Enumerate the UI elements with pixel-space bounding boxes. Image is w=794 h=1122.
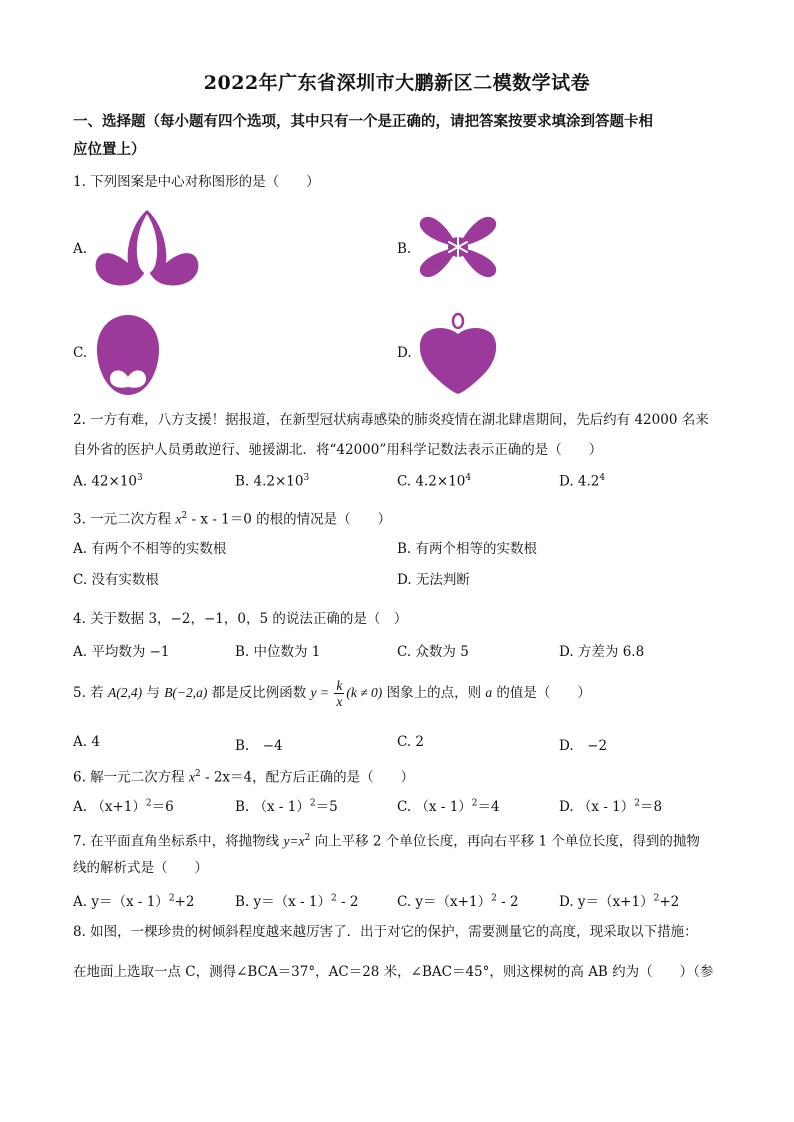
q6-option-a: A. $(x+1)^2=6$ bbox=[73, 798, 174, 815]
q6-stem: 6. 解一元二次方程 $x^2 - 2x=4$，配方后正确的是（ ） bbox=[73, 769, 415, 786]
q7-stem-line1: 7. 在平面直角坐标系中，将抛物线 $y=x^2$ 向上平移 2 个单位长度，再向右平移 1 个单位长度，得到的抛物 bbox=[73, 833, 700, 850]
q2-option-d: D. $4.2^4$ bbox=[559, 473, 606, 490]
q6-option-b: B. （x - 1）$^2$＝5 bbox=[235, 798, 338, 815]
q1-figure-a bbox=[93, 208, 203, 288]
q6-option-d: D. （x - 1）$^2$＝8 bbox=[559, 798, 663, 815]
q1-label-b: B. bbox=[397, 241, 412, 257]
q3-option-c: C. 没有实数根 bbox=[73, 572, 159, 588]
q1-figure-d bbox=[418, 312, 498, 396]
q5-option-b: B. −4 bbox=[235, 738, 283, 754]
q5-fraction: $\frac{k}{x}$ bbox=[336, 678, 343, 709]
q1-stem: 1. 下列图案是中心对称图形的是（ ） bbox=[73, 174, 320, 190]
q2-option-b: B. $4.2\times 10^3$ bbox=[235, 473, 310, 490]
q7-option-a: A. y＝（x - 1）$^2$+2 bbox=[73, 893, 195, 910]
q3-option-a: A. 有两个不相等的实数根 bbox=[73, 541, 227, 557]
q8-stem-line2: 在地面上选取一点 C，测得∠BCA＝37°，AC＝28 米，∠BAC＝45°，则这棵树的高 AB 约为（ ）（参 bbox=[73, 964, 714, 980]
q4-stem: 4. 关于数据 3，−2，−1，0，5 的说法正确的是（ ） bbox=[73, 611, 408, 627]
q4-option-c: C. 众数为 5 bbox=[397, 644, 469, 660]
q3-option-b: B. 有两个相等的实数根 bbox=[397, 541, 538, 557]
q8-stem-line1: 8. 如图，一棵珍贵的树倾斜程度越来越厉害了．出于对它的保护，需要测量它的高度，现采取以下措施： bbox=[73, 924, 698, 940]
q5-option-a: A. 4 bbox=[73, 734, 100, 750]
q7-option-d: D. $y=(x+1)^2+2$ bbox=[559, 893, 680, 910]
q7-option-c: C. $y=(x+1)^2 - 2$ bbox=[397, 893, 519, 910]
q1-figure-b bbox=[418, 211, 498, 283]
q2-stem-line2: 自外省的医护人员勇敢逆行、驰援湖北．将“42000”用科学记数法表示正确的是（ ） bbox=[73, 442, 603, 458]
q4-option-b: B. 中位数为 1 bbox=[235, 644, 321, 660]
q2-stem-line1: 2. 一方有难，八方支援！据报道，在新型冠状病毒感染的肺炎疫情在湖北肆虐期间，先后约有 42000 名来 bbox=[73, 412, 709, 428]
q3-stem: 3. 一元二次方程 $x^2 - x - 1=0$ 的根的情况是（ ） bbox=[73, 511, 392, 528]
q1-figure-c bbox=[94, 313, 162, 397]
q4-option-a: A. 平均数为 −1 bbox=[73, 644, 170, 660]
q6-option-c: C. （x - 1）$^2$＝4 bbox=[397, 798, 500, 815]
q3-option-d: D. 无法判断 bbox=[397, 572, 470, 588]
q5-option-d: D. −2 bbox=[559, 738, 608, 754]
q2-option-a: A. $42\times 10^3$ bbox=[73, 473, 143, 490]
exam-title: 2022年广东省深圳市大鹏新区二模数学试卷 bbox=[203, 72, 591, 94]
q1-label-d: D. bbox=[397, 345, 412, 361]
section-heading-line2: 应位置上） bbox=[73, 141, 146, 158]
q4-option-d: D. 方差为 6.8 bbox=[559, 644, 645, 660]
q7-stem-line2: 线的解析式是（ ） bbox=[73, 860, 208, 876]
q2-option-c: C. $4.2\times 10^4$ bbox=[397, 473, 472, 490]
section-heading-line1: 一、选择题（每小题有四个选项，其中只有一个是正确的，请把答案按要求填涂到答题卡相 bbox=[73, 113, 653, 130]
q1-label-c: C. bbox=[73, 345, 88, 361]
q5-option-c: C. 2 bbox=[397, 734, 425, 750]
q5-stem: 5. 若 A(2,4) 与 B(−2,a) 都是反比例函数 y = $\frac{k}{x}$ (k ≠ 0) 图象上的点，则 a 的值是（ ） bbox=[73, 678, 591, 709]
q1-label-a: A. bbox=[73, 241, 88, 257]
q7-option-b: B. y＝（x - 1）$^2$ - 2 bbox=[235, 893, 359, 910]
